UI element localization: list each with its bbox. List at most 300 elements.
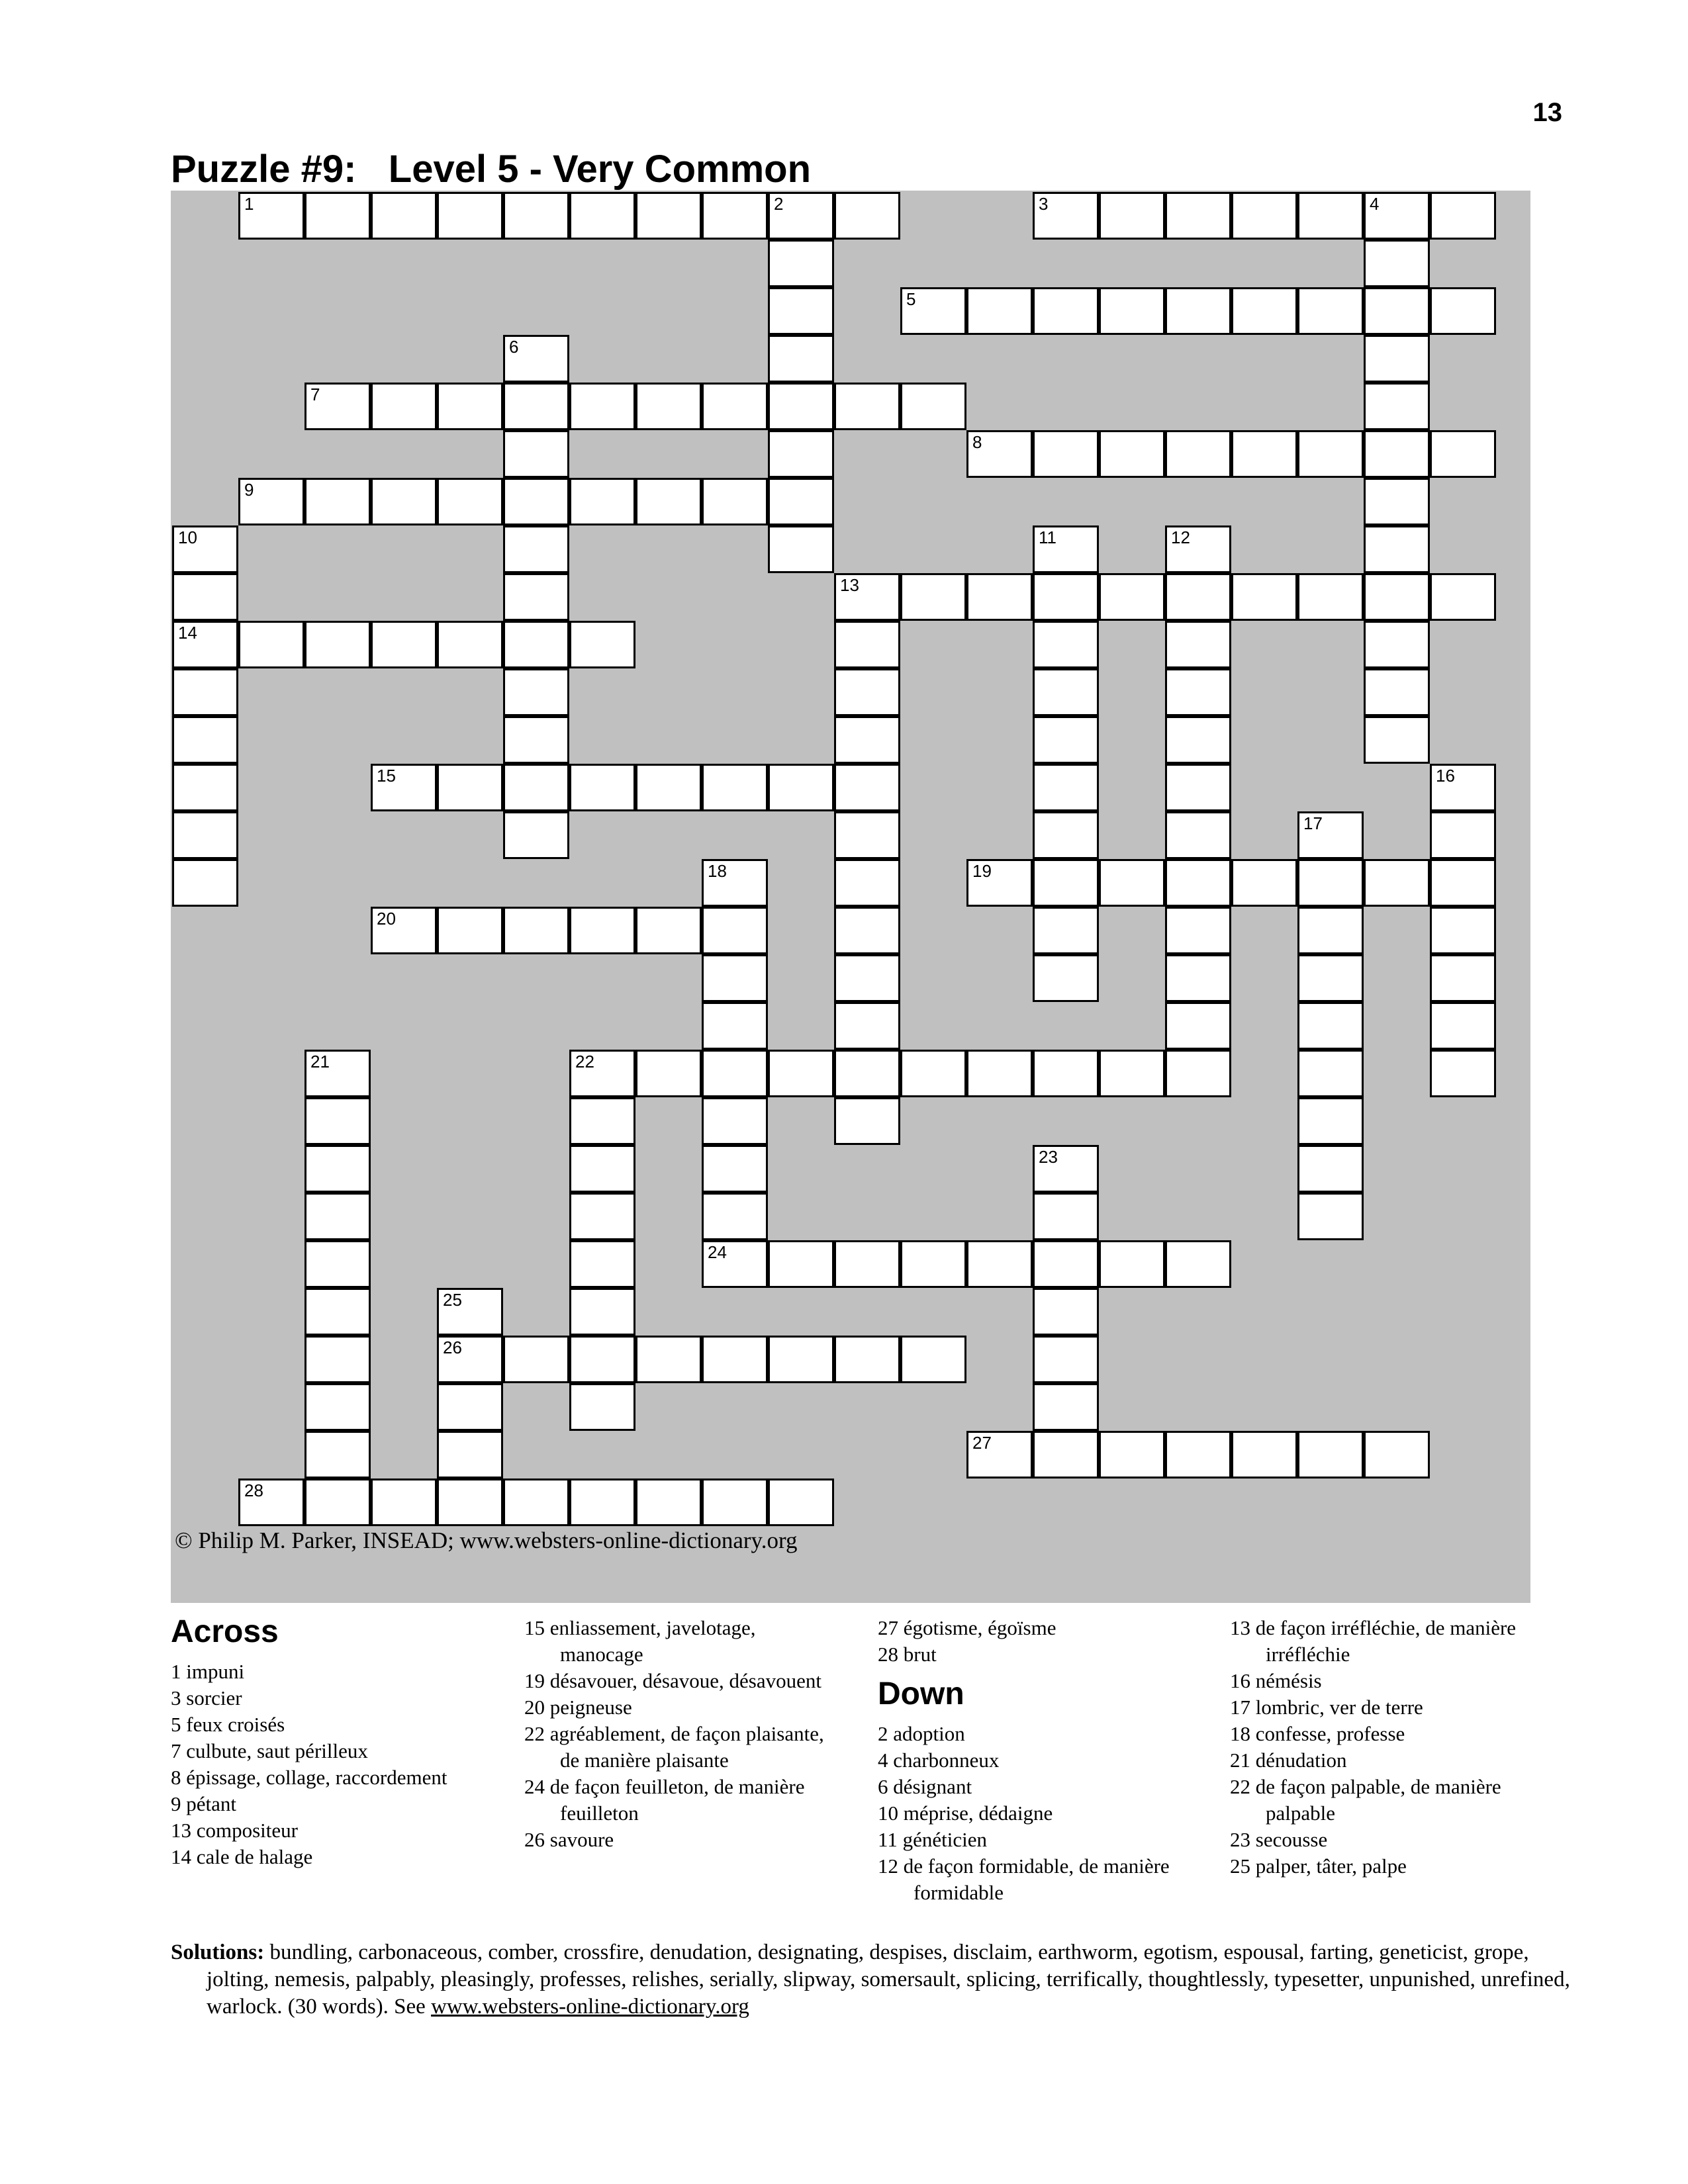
- clue-number: 17: [1303, 813, 1323, 833]
- grid-cell[interactable]: [1165, 192, 1231, 240]
- clue-number: 14: [178, 623, 197, 643]
- grid-cell[interactable]: [172, 764, 238, 811]
- grid-cell[interactable]: [768, 1240, 834, 1288]
- clue-number: 12: [1171, 527, 1190, 547]
- across-heading: Across: [171, 1614, 279, 1649]
- grid-cell[interactable]: [1297, 1193, 1364, 1240]
- clue-item: 16 némésis: [1230, 1669, 1322, 1692]
- grid-cell[interactable]: [1297, 907, 1364, 954]
- grid-cell[interactable]: [768, 287, 834, 335]
- grid-cell[interactable]: [1165, 287, 1231, 335]
- clue-number: 8: [972, 432, 982, 452]
- across-clues-column-1: [171, 1612, 502, 1870]
- grid-cell[interactable]: [1165, 621, 1231, 668]
- grid-cell[interactable]: [1165, 954, 1231, 1002]
- grid-cell[interactable]: [503, 525, 569, 573]
- clue-item: 19 désavouer, désavoue, désavouent: [524, 1669, 821, 1692]
- grid-cell[interactable]: [834, 859, 900, 907]
- grid-cell[interactable]: [1364, 287, 1430, 335]
- grid-cell[interactable]: [702, 1479, 768, 1526]
- grid-cell[interactable]: [1099, 192, 1165, 240]
- grid-cell[interactable]: [702, 764, 768, 811]
- grid-cell[interactable]: [834, 621, 900, 668]
- grid-cell[interactable]: [1364, 192, 1430, 240]
- clue-item: 18 confesse, professe: [1230, 1722, 1405, 1745]
- grid-cell[interactable]: [1297, 1431, 1364, 1479]
- grid-cell[interactable]: [305, 383, 371, 430]
- grid-cell[interactable]: [834, 1336, 900, 1383]
- grid-cell[interactable]: [437, 1288, 503, 1336]
- clue-number: 27: [972, 1433, 992, 1453]
- grid-cell[interactable]: [238, 621, 305, 668]
- grid-cell[interactable]: [1364, 1431, 1430, 1479]
- grid-cell[interactable]: [569, 1193, 635, 1240]
- clue-number: 19: [972, 861, 992, 881]
- grid-cell[interactable]: [569, 192, 635, 240]
- grid-cell[interactable]: [1430, 430, 1496, 478]
- grid-cell[interactable]: [305, 1050, 371, 1097]
- grid-cell[interactable]: [305, 1479, 371, 1526]
- clue-item: 1 impuni: [171, 1660, 245, 1683]
- grid-cell[interactable]: [569, 478, 635, 525]
- grid-cell[interactable]: [305, 1288, 371, 1336]
- clue-number: 9: [244, 480, 254, 500]
- grid-cell[interactable]: [172, 573, 238, 621]
- grid-cell[interactable]: [1430, 811, 1496, 859]
- grid-cell[interactable]: [768, 240, 834, 287]
- grid-cell[interactable]: [305, 1240, 371, 1288]
- grid-cell[interactable]: [305, 1145, 371, 1193]
- grid-cell[interactable]: [834, 1002, 900, 1050]
- grid-cell[interactable]: [1165, 764, 1231, 811]
- solutions-text: bundling, carbonaceous, comber, crossfire, denudation, designating, despises, disclaim, earthworm, egotism, espousal, farting, geneticist, grope, jolting, nemesis, palpably, pleasingly, professes, relishes, serially, slipway, somersault, splicing, terrifically, thoughtlessly, typesetter, unpunished, unrefined, warlock. (30 words). See: [207, 1940, 1570, 2019]
- grid-cell[interactable]: [172, 668, 238, 716]
- grid-cell[interactable]: [1364, 430, 1430, 478]
- clue-number: 28: [244, 1480, 263, 1500]
- down-clues-column-2: [1230, 1615, 1554, 1880]
- grid-cell[interactable]: [371, 1479, 437, 1526]
- grid-cell[interactable]: [503, 1336, 569, 1383]
- clue-item: 4 charbonneux: [878, 1749, 1000, 1772]
- grid-cell[interactable]: [1165, 525, 1231, 573]
- grid-cell[interactable]: [702, 1097, 768, 1145]
- grid-cell[interactable]: [1099, 1240, 1165, 1288]
- clue-number: 10: [178, 527, 197, 547]
- clue-number: 18: [708, 861, 727, 881]
- grid-cell[interactable]: [900, 1050, 966, 1097]
- grid-cell[interactable]: [1165, 811, 1231, 859]
- clue-number: 22: [575, 1052, 594, 1071]
- grid-cell[interactable]: [305, 192, 371, 240]
- grid-cell[interactable]: [1099, 430, 1165, 478]
- grid-cell[interactable]: [768, 1050, 834, 1097]
- clues-column-3: [878, 1615, 1182, 1906]
- grid-cell[interactable]: [1297, 859, 1364, 907]
- clue-number: 11: [1039, 527, 1056, 547]
- grid-cell[interactable]: [1364, 478, 1430, 525]
- grid-cell[interactable]: [569, 907, 635, 954]
- grid-cell[interactable]: [1430, 907, 1496, 954]
- grid-cell[interactable]: [437, 1431, 503, 1479]
- grid-cell[interactable]: [768, 478, 834, 525]
- clue-number: 4: [1370, 194, 1380, 214]
- clue-item: 15 enliassement, javelotage, manocage: [524, 1616, 756, 1666]
- grid-cell[interactable]: [1297, 1145, 1364, 1193]
- grid-cell[interactable]: [569, 1479, 635, 1526]
- grid-cell[interactable]: [371, 621, 437, 668]
- grid-cell[interactable]: [834, 668, 900, 716]
- grid-cell[interactable]: [437, 478, 503, 525]
- grid-cell[interactable]: [702, 1145, 768, 1193]
- grid-cell[interactable]: [503, 192, 569, 240]
- grid-cell[interactable]: [966, 287, 1033, 335]
- clue-item: 6 désignant: [878, 1775, 972, 1798]
- grid-cell[interactable]: [1297, 1050, 1364, 1097]
- grid-cell[interactable]: [1033, 1050, 1099, 1097]
- grid-cell[interactable]: [172, 811, 238, 859]
- grid-cell[interactable]: [1165, 1002, 1231, 1050]
- clue-item: 7 culbute, saut périlleux: [171, 1739, 368, 1762]
- grid-cell[interactable]: [503, 668, 569, 716]
- grid-cell[interactable]: [702, 907, 768, 954]
- grid-cell[interactable]: [900, 287, 966, 335]
- grid-cell[interactable]: [900, 1336, 966, 1383]
- grid-cell[interactable]: [172, 525, 238, 573]
- clue-number: 16: [1436, 766, 1455, 786]
- grid-cell[interactable]: [834, 1240, 900, 1288]
- grid-cell[interactable]: [635, 1050, 702, 1097]
- crossword-grid: [171, 191, 1530, 1603]
- grid-cell[interactable]: [1430, 764, 1496, 811]
- grid-cell[interactable]: [569, 1097, 635, 1145]
- grid-cell[interactable]: [768, 764, 834, 811]
- grid-cell[interactable]: [1430, 573, 1496, 621]
- grid-cell[interactable]: [503, 335, 569, 383]
- clue-item: 24 de façon feuilleton, de manière feuilleton: [524, 1775, 805, 1825]
- grid-cell[interactable]: [900, 1240, 966, 1288]
- copyright-notice: © Philip M. Parker, INSEAD; www.websters-online-dictionary.org: [175, 1527, 798, 1553]
- grid-cell[interactable]: [1231, 859, 1297, 907]
- grid-cell[interactable]: [1364, 859, 1430, 907]
- grid-cell[interactable]: [702, 1336, 768, 1383]
- grid-cell[interactable]: [569, 1288, 635, 1336]
- grid-cell[interactable]: [1033, 811, 1099, 859]
- grid-cell[interactable]: [1430, 1002, 1496, 1050]
- grid-cell[interactable]: [768, 383, 834, 430]
- grid-cell[interactable]: [1165, 430, 1231, 478]
- clue-item: 20 peigneuse: [524, 1696, 632, 1719]
- grid-cell[interactable]: [305, 1336, 371, 1383]
- grid-cell[interactable]: [900, 573, 966, 621]
- grid-cell[interactable]: [437, 1479, 503, 1526]
- grid-cell[interactable]: [371, 478, 437, 525]
- solutions-list: [171, 1939, 1570, 2021]
- clue-item: 23 secousse: [1230, 1828, 1328, 1851]
- grid-cell[interactable]: [569, 1050, 635, 1097]
- grid-cell[interactable]: [1297, 192, 1364, 240]
- grid-cell[interactable]: [1364, 573, 1430, 621]
- grid-cell[interactable]: [1165, 573, 1231, 621]
- grid-cell[interactable]: [768, 1479, 834, 1526]
- grid-cell[interactable]: [1033, 621, 1099, 668]
- clue-item: 22 de façon palpable, de manière palpable: [1230, 1775, 1501, 1825]
- grid-cell[interactable]: [635, 1336, 702, 1383]
- grid-cell[interactable]: [503, 383, 569, 430]
- grid-cell[interactable]: [371, 192, 437, 240]
- grid-cell[interactable]: [702, 383, 768, 430]
- clue-number: 20: [377, 909, 396, 929]
- grid-cell[interactable]: [1297, 1097, 1364, 1145]
- grid-cell[interactable]: [172, 621, 238, 668]
- clue-item: 25 palper, tâter, palpe: [1230, 1854, 1407, 1878]
- grid-cell[interactable]: [371, 383, 437, 430]
- clue-item: 22 agréablement, de façon plaisante, de manière plaisante: [524, 1722, 824, 1772]
- grid-cell[interactable]: [1231, 287, 1297, 335]
- grid-cell[interactable]: [834, 907, 900, 954]
- clue-number: 5: [906, 289, 916, 309]
- clue-item: 11 généticien: [878, 1828, 987, 1851]
- grid-cell[interactable]: [1033, 1288, 1099, 1336]
- grid-cell[interactable]: [1033, 287, 1099, 335]
- grid-cell[interactable]: [702, 1002, 768, 1050]
- grid-cell[interactable]: [1364, 335, 1430, 383]
- grid-cell[interactable]: [834, 1097, 900, 1145]
- grid-cell[interactable]: [503, 716, 569, 764]
- grid-cell[interactable]: [1430, 1050, 1496, 1097]
- grid-cell[interactable]: [569, 1145, 635, 1193]
- grid-cell[interactable]: [437, 383, 503, 430]
- grid-cell[interactable]: [635, 1479, 702, 1526]
- grid-cell[interactable]: [966, 859, 1033, 907]
- grid-cell[interactable]: [1033, 1431, 1099, 1479]
- grid-cell[interactable]: [768, 192, 834, 240]
- clue-item: 13 de façon irréfléchie, de manière irréfléchie: [1230, 1616, 1517, 1666]
- grid-cell[interactable]: [1165, 716, 1231, 764]
- grid-cell[interactable]: [1033, 1336, 1099, 1383]
- grid-cell[interactable]: [1033, 573, 1099, 621]
- grid-cell[interactable]: [1165, 1431, 1231, 1479]
- grid-cell[interactable]: [702, 478, 768, 525]
- grid-cell[interactable]: [1430, 192, 1496, 240]
- puzzle-title: Puzzle #9: Level 5 - Very Common: [171, 148, 811, 191]
- grid-cell[interactable]: [437, 907, 503, 954]
- grid-cell[interactable]: [1165, 1240, 1231, 1288]
- grid-cell[interactable]: [1297, 1002, 1364, 1050]
- grid-cell[interactable]: [569, 764, 635, 811]
- grid-cell[interactable]: [305, 1431, 371, 1479]
- grid-cell[interactable]: [1033, 954, 1099, 1002]
- grid-cell[interactable]: [238, 478, 305, 525]
- grid-cell[interactable]: [305, 1097, 371, 1145]
- page-number: 13: [1532, 98, 1562, 127]
- grid-cell[interactable]: [1033, 192, 1099, 240]
- grid-cell[interactable]: [834, 573, 900, 621]
- clue-number: 6: [509, 337, 519, 357]
- grid-cell[interactable]: [503, 1479, 569, 1526]
- grid-cell[interactable]: [1033, 1240, 1099, 1288]
- grid-cell[interactable]: [503, 764, 569, 811]
- clue-number: 7: [310, 385, 320, 404]
- grid-cell[interactable]: [305, 478, 371, 525]
- clue-number: 2: [774, 194, 784, 214]
- clue-item: 13 compositeur: [171, 1819, 298, 1842]
- grid-cell[interactable]: [1231, 430, 1297, 478]
- grid-cell[interactable]: [503, 621, 569, 668]
- grid-cell[interactable]: [1165, 907, 1231, 954]
- grid-cell[interactable]: [702, 954, 768, 1002]
- grid-cell[interactable]: [635, 478, 702, 525]
- grid-cell[interactable]: [1364, 240, 1430, 287]
- grid-cell[interactable]: [702, 1193, 768, 1240]
- grid-cell[interactable]: [1297, 954, 1364, 1002]
- grid-cell[interactable]: [1099, 1431, 1165, 1479]
- grid-cell[interactable]: [1033, 668, 1099, 716]
- grid-cell[interactable]: [1364, 716, 1430, 764]
- grid-cell[interactable]: [437, 1383, 503, 1431]
- grid-cell[interactable]: [238, 1479, 305, 1526]
- grid-cell[interactable]: [635, 192, 702, 240]
- grid-cell[interactable]: [1033, 1383, 1099, 1431]
- grid-cell[interactable]: [305, 1383, 371, 1431]
- grid-cell[interactable]: [1165, 668, 1231, 716]
- down-heading: Down: [878, 1676, 964, 1711]
- grid-cell[interactable]: [768, 525, 834, 573]
- grid-cell[interactable]: [900, 383, 966, 430]
- grid-cell[interactable]: [1033, 907, 1099, 954]
- grid-cell[interactable]: [1033, 716, 1099, 764]
- clue-item: 26 savoure: [524, 1828, 614, 1851]
- grid-cell[interactable]: [569, 383, 635, 430]
- grid-cell[interactable]: [1430, 859, 1496, 907]
- clue-number: 13: [840, 575, 859, 595]
- grid-cell[interactable]: [834, 811, 900, 859]
- grid-cell[interactable]: [702, 1050, 768, 1097]
- grid-cell[interactable]: [503, 478, 569, 525]
- grid-cell[interactable]: [172, 859, 238, 907]
- grid-cell[interactable]: [702, 1240, 768, 1288]
- grid-cell[interactable]: [238, 192, 305, 240]
- clue-item: 3 sorcier: [171, 1686, 242, 1709]
- grid-cell[interactable]: [1099, 859, 1165, 907]
- grid-cell[interactable]: [768, 335, 834, 383]
- clue-item: 10 méprise, dédaigne: [878, 1801, 1053, 1825]
- grid-cell[interactable]: [635, 383, 702, 430]
- grid-cell[interactable]: [503, 907, 569, 954]
- grid-cell[interactable]: [635, 764, 702, 811]
- grid-cell[interactable]: [1033, 430, 1099, 478]
- clue-item: 17 lombric, ver de terre: [1230, 1696, 1423, 1719]
- clue-item: 2 adoption: [878, 1722, 965, 1745]
- grid-cell[interactable]: [1165, 1050, 1231, 1097]
- clue-number: 1: [244, 194, 254, 214]
- grid-cell[interactable]: [966, 1050, 1033, 1097]
- grid-cell[interactable]: [1099, 573, 1165, 621]
- grid-cell[interactable]: [569, 1240, 635, 1288]
- grid-cell[interactable]: [834, 192, 900, 240]
- grid-cell[interactable]: [966, 1431, 1033, 1479]
- clue-number: 25: [443, 1290, 462, 1310]
- grid-cell[interactable]: [1033, 1193, 1099, 1240]
- grid-cell[interactable]: [635, 907, 702, 954]
- grid-cell[interactable]: [437, 1336, 503, 1383]
- grid-cell[interactable]: [305, 1193, 371, 1240]
- grid-cell[interactable]: [702, 192, 768, 240]
- clue-item: 14 cale de halage: [171, 1845, 313, 1868]
- grid-cell[interactable]: [1033, 764, 1099, 811]
- clue-number: 3: [1039, 194, 1049, 214]
- grid-cell[interactable]: [1297, 811, 1364, 859]
- across-clues-column-2: [524, 1615, 829, 1853]
- grid-cell[interactable]: [834, 716, 900, 764]
- grid-cell[interactable]: [371, 764, 437, 811]
- grid-cell[interactable]: [1364, 383, 1430, 430]
- grid-cell[interactable]: [966, 430, 1033, 478]
- clue-number: 24: [708, 1242, 727, 1262]
- grid-cell[interactable]: [1297, 287, 1364, 335]
- clue-item: 12 de façon formidable, de manière formidable: [878, 1854, 1170, 1904]
- clue-item: 5 feux croisés: [171, 1713, 285, 1736]
- grid-cell[interactable]: [1364, 668, 1430, 716]
- grid-cell[interactable]: [437, 192, 503, 240]
- grid-cell[interactable]: [1099, 1050, 1165, 1097]
- grid-cell[interactable]: [503, 811, 569, 859]
- grid-cell[interactable]: [1430, 954, 1496, 1002]
- grid-cell[interactable]: [1033, 1145, 1099, 1193]
- grid-cell[interactable]: [1430, 287, 1496, 335]
- grid-cell[interactable]: [1231, 573, 1297, 621]
- grid-cell[interactable]: [172, 716, 238, 764]
- grid-cell[interactable]: [768, 1336, 834, 1383]
- grid-cell[interactable]: [768, 430, 834, 478]
- grid-cell[interactable]: [371, 907, 437, 954]
- clue-number: 15: [377, 766, 396, 786]
- grid-cell[interactable]: [437, 764, 503, 811]
- clue-item: 8 épissage, collage, raccordement: [171, 1766, 447, 1789]
- solutions-link[interactable]: www.websters-online-dictionary.org: [431, 1995, 749, 2019]
- grid-cell[interactable]: [503, 430, 569, 478]
- grid-cell[interactable]: [569, 621, 635, 668]
- clue-item: 9 pétant: [171, 1792, 236, 1815]
- grid-cell[interactable]: [834, 764, 900, 811]
- grid-cell[interactable]: [1364, 621, 1430, 668]
- clue-item: 21 dénudation: [1230, 1749, 1347, 1772]
- grid-cell[interactable]: [1297, 430, 1364, 478]
- grid-cell[interactable]: [1033, 859, 1099, 907]
- clue-item: 27 égotisme, égoïsme: [878, 1616, 1056, 1639]
- grid-cell[interactable]: [966, 1240, 1033, 1288]
- grid-cell[interactable]: [966, 573, 1033, 621]
- grid-cell[interactable]: [569, 1336, 635, 1383]
- grid-cell[interactable]: [1231, 1431, 1297, 1479]
- grid-cell[interactable]: [569, 1383, 635, 1431]
- grid-cell[interactable]: [834, 1050, 900, 1097]
- solutions-label: Solutions:: [171, 1940, 265, 1964]
- grid-cell[interactable]: [503, 573, 569, 621]
- grid-cell[interactable]: [1099, 287, 1165, 335]
- clue-item: 28 brut: [878, 1643, 937, 1666]
- grid-cell[interactable]: [1165, 859, 1231, 907]
- grid-cell[interactable]: [702, 859, 768, 907]
- grid-cell[interactable]: [834, 383, 900, 430]
- grid-cell[interactable]: [1033, 525, 1099, 573]
- grid-cell[interactable]: [1364, 525, 1430, 573]
- grid-cell[interactable]: [834, 954, 900, 1002]
- grid-cell[interactable]: [305, 621, 371, 668]
- grid-cell[interactable]: [1231, 192, 1297, 240]
- clue-number: 23: [1039, 1147, 1058, 1167]
- grid-cell[interactable]: [437, 621, 503, 668]
- grid-cell[interactable]: [1297, 573, 1364, 621]
